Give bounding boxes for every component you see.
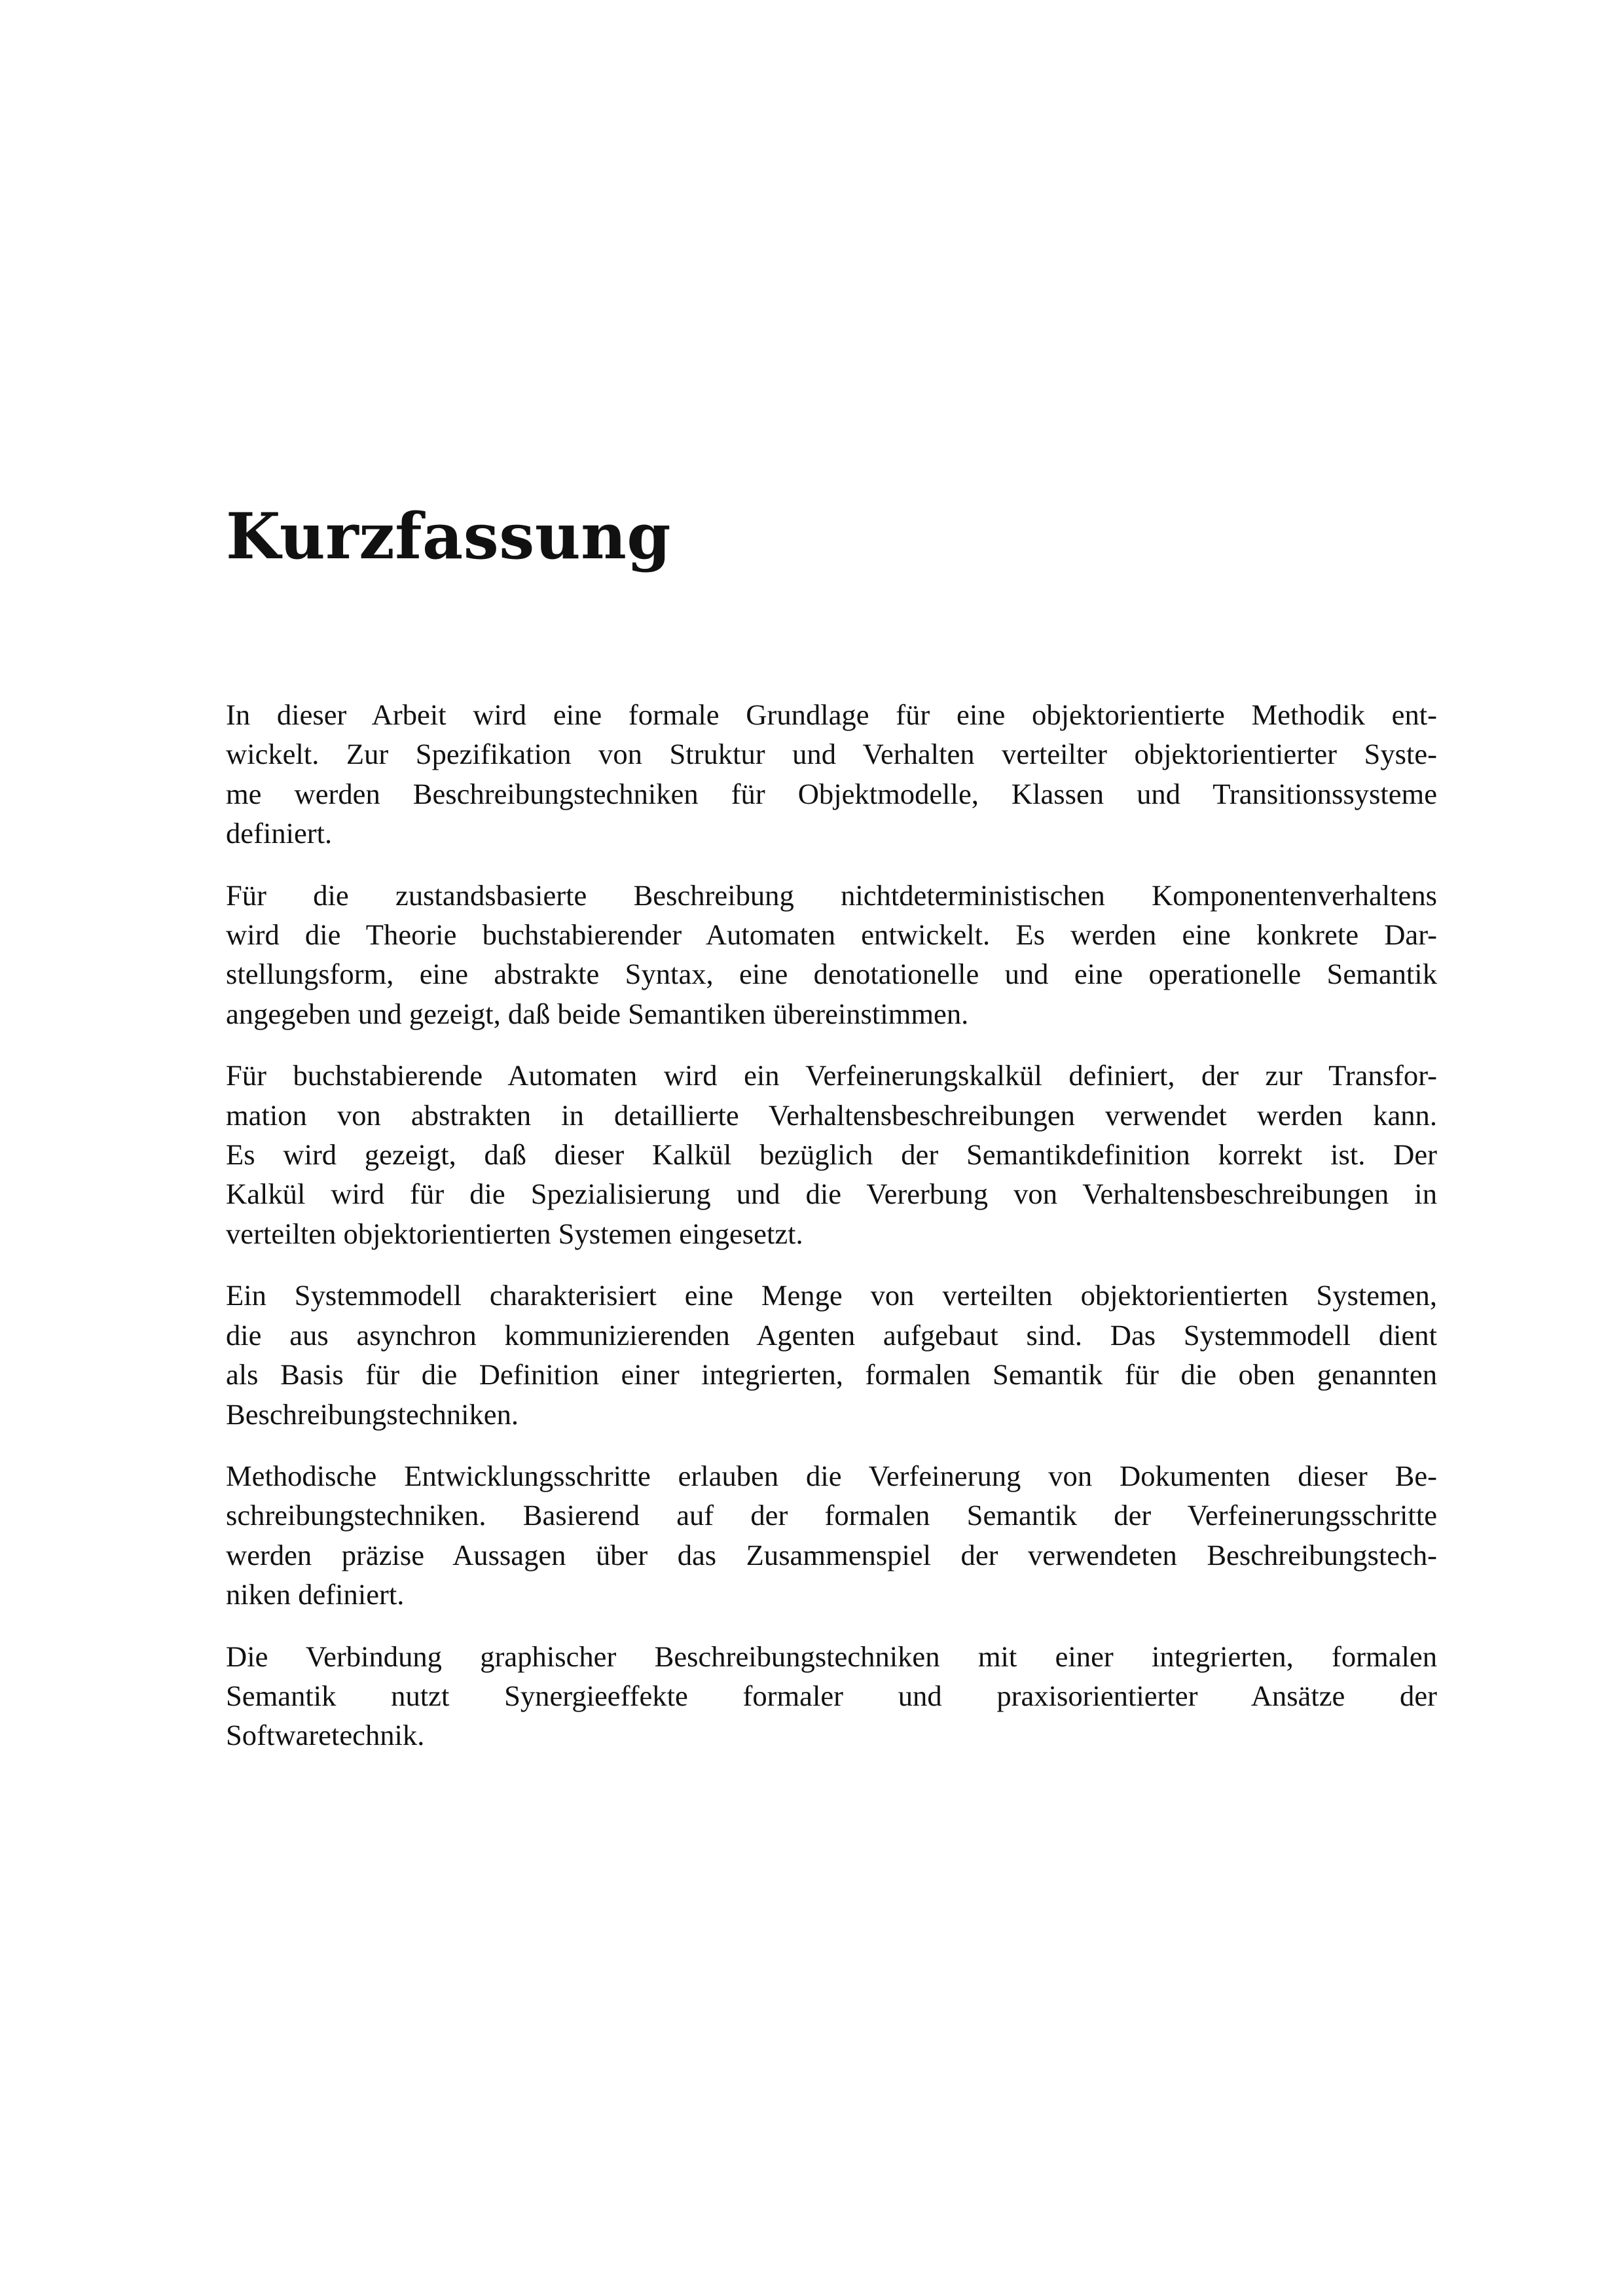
text-line: die aus asynchron kommunizierenden Agenten aufgebaut sind. Das Systemmodell dient xyxy=(226,1318,1437,1352)
abstract-paragraph-2 xyxy=(226,876,1437,1034)
abstract-paragraph-1 xyxy=(226,695,1437,853)
text-line: schreibungstechniken. Basierend auf der formalen Semantik der Verfeinerungsschritte xyxy=(226,1499,1437,1532)
abstract-paragraph-5 xyxy=(226,1456,1437,1615)
text-line: Ein Systemmodell charakterisiert eine Menge von verteilten objektorientierten Systemen, xyxy=(226,1279,1437,1312)
text-line: me werden Beschreibungstechniken für Objektmodelle, Klassen und Transitionssysteme xyxy=(226,777,1437,810)
text-line: Für buchstabierende Automaten wird ein Verfeinerungskalkül definiert, der zur Transfor- xyxy=(226,1059,1437,1092)
text-line: niken definiert. xyxy=(226,1578,405,1611)
text-line: Softwaretechnik. xyxy=(226,1719,425,1752)
text-line: mation von abstrakten in detaillierte Verhaltensbeschreibungen verwendet werden kann. xyxy=(226,1098,1437,1132)
text-line: Es wird gezeigt, daß dieser Kalkül bezüglich der Semantikdefinition korrekt ist. Der xyxy=(226,1138,1437,1172)
text-line: wird die Theorie buchstabierender Automaten entwickelt. Es werden eine konkrete Dar- xyxy=(226,918,1437,952)
text-line: Für die zustandsbasierte Beschreibung nichtdeterministischen Komponentenverhaltens xyxy=(226,878,1437,912)
text-line: Kalkül wird für die Spezialisierung und die Vererbung von Verhaltensbeschreibungen in xyxy=(226,1177,1437,1211)
text-line: wickelt. Zur Spezifikation von Struktur und Verhalten verteilter objektorientierter Syste- xyxy=(226,738,1437,771)
text-line: werden präzise Aussagen über das Zusammenspiel der verwendeten Beschreibungstech- xyxy=(226,1538,1437,1571)
text-line: stellungsform, eine abstrakte Syntax, eine denotationelle und eine operationelle Semantik xyxy=(226,958,1437,991)
text-line: Die Verbindung graphischer Beschreibungstechniken mit einer integrierten, formalen xyxy=(226,1640,1437,1673)
abstract-body xyxy=(226,695,1437,1778)
text-line: als Basis für die Definition einer integrierten, formalen Semantik für die oben genannten xyxy=(226,1358,1437,1391)
chapter-title: Kurzfassung xyxy=(226,499,672,573)
abstract-paragraph-6 xyxy=(226,1637,1437,1755)
text-line: Semantik nutzt Synergieeffekte formaler und praxisorientierter Ansätze der xyxy=(226,1679,1437,1712)
text-line: In dieser Arbeit wird eine formale Grundlage für eine objektorientierte Methodik ent- xyxy=(226,698,1437,731)
abstract-paragraph-4 xyxy=(226,1276,1437,1434)
text-line: Methodische Entwicklungsschritte erlauben die Verfeinerung von Dokumenten dieser Be- xyxy=(226,1459,1437,1492)
text-line: angegeben und gezeigt, daß beide Semantiken übereinstimmen. xyxy=(226,997,969,1030)
abstract-paragraph-3 xyxy=(226,1056,1437,1253)
text-line: verteilten objektorientierten Systemen eingesetzt. xyxy=(226,1217,803,1250)
text-line: definiert. xyxy=(226,817,333,850)
text-line: Beschreibungstechniken. xyxy=(226,1397,519,1431)
